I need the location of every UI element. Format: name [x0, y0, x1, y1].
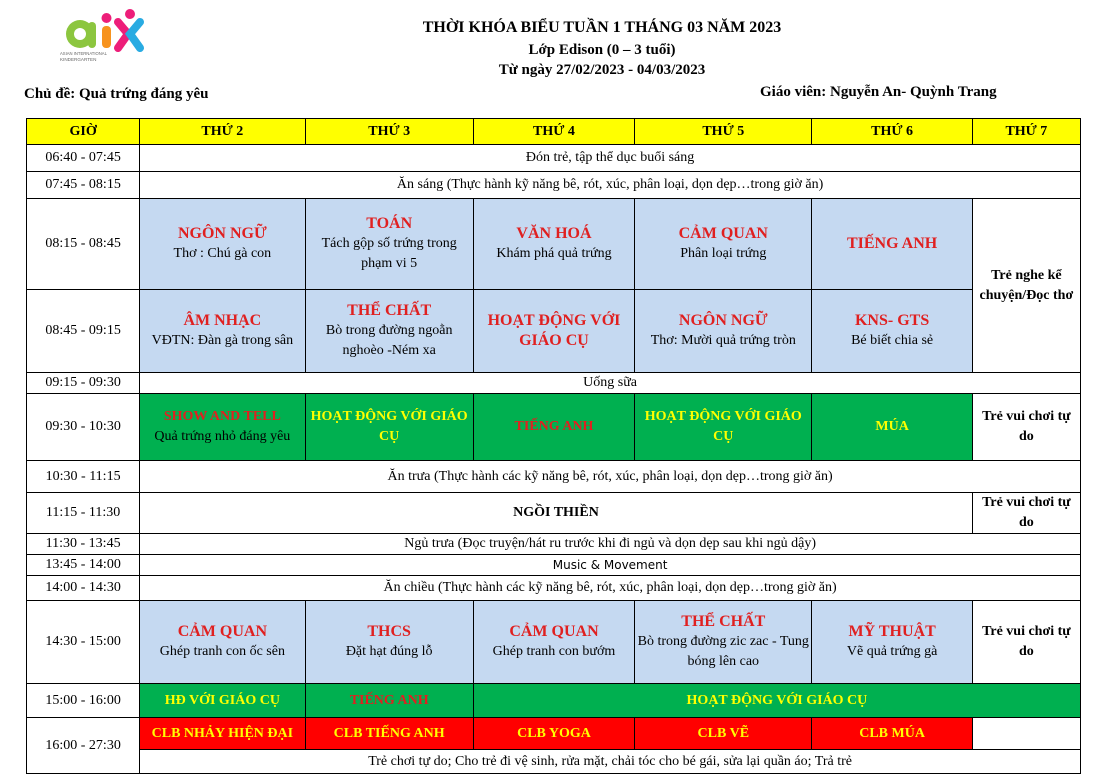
subject-desc: Thơ : Chú gà con	[173, 246, 272, 261]
date-line: Từ ngày 27/02/2023 - 04/03/2023	[498, 62, 706, 78]
activity-cell: Uống sữa	[140, 373, 1081, 394]
subject-cell: MÚA	[812, 394, 972, 461]
table-row	[27, 534, 1081, 555]
subject-title: THỂ CHẤT	[681, 613, 766, 630]
table-row	[27, 576, 1081, 601]
table-row	[27, 373, 1081, 394]
subject-desc: Quả trứng nhỏ đáng yêu	[154, 429, 291, 444]
subject-title: TIẾNG ANH	[846, 235, 938, 252]
subject-cell	[140, 199, 305, 290]
time-cell: 13:45 - 14:00	[27, 555, 140, 576]
subject-cell	[140, 394, 305, 461]
subject-cell: HĐ VỚI GIÁO CỤ	[140, 684, 305, 718]
empty-cell	[972, 718, 1080, 750]
logo-subtext: ASIAN INTERNATIONAL	[60, 51, 107, 56]
subject-cell: TIẾNG ANH	[305, 684, 473, 718]
subject-cell	[305, 290, 473, 373]
saturday-cell: Trẻ nghe kể chuyện/Đọc thơ	[972, 199, 1080, 373]
activity-cell: Trẻ chơi tự do; Cho trẻ đi vệ sinh, rửa mặt, chải tóc cho bé gái, sửa lại quần áo; Trả trẻ	[140, 750, 1081, 774]
subject-cell: TIẾNG ANH	[473, 394, 634, 461]
subject-desc: Bé biết chia sẻ	[851, 333, 934, 348]
activity-cell: Ăn trưa (Thực hành các kỹ năng bê, rót, xúc, phân loại, dọn dẹp…trong giờ ăn)	[140, 461, 1081, 493]
subject-title: THCS	[367, 623, 411, 640]
subject-cell	[812, 290, 972, 373]
subject-title: NGÔN NGỮ	[177, 225, 267, 242]
subject-desc: Đặt hạt đúng lỗ	[345, 644, 433, 659]
table-row	[27, 555, 1081, 576]
table-row	[27, 601, 1081, 684]
saturday-cell: Trẻ vui chơi tự do	[972, 601, 1080, 684]
subject-title: MỸ THUẬT	[848, 623, 936, 640]
subject-desc: Bò trong đường zic zac - Tung bóng lên cao	[637, 634, 809, 669]
subject-desc: VĐTN: Đàn gà trong sân	[151, 333, 294, 348]
teacher: Giáo viên: Nguyễn An- Quỳnh Trang	[760, 84, 997, 100]
subject-cell	[473, 199, 634, 290]
subject-desc: Vẽ quả trứng gà	[846, 644, 938, 659]
subject-title: HOẠT ĐỘNG VỚI GIÁO CỤ	[487, 312, 621, 349]
time-cell: 11:30 - 13:45	[27, 534, 140, 555]
header-row	[27, 119, 1081, 145]
time-cell: 10:30 - 11:15	[27, 461, 140, 493]
col-header: GIỜ	[27, 119, 140, 145]
subject-cell	[635, 199, 812, 290]
subject-title: CẢM QUAN	[678, 225, 768, 242]
subject-cell	[140, 601, 305, 684]
time-cell: 08:15 - 08:45	[27, 199, 140, 290]
subject-desc: Thơ: Mười quả trứng tròn	[650, 333, 796, 348]
saturday-cell: Trẻ vui chơi tự do	[972, 493, 1080, 534]
time-cell: 06:40 - 07:45	[27, 145, 140, 172]
subject-cell: HOẠT ĐỘNG VỚI GIÁO CỤ	[305, 394, 473, 461]
time-cell: 09:15 - 09:30	[27, 373, 140, 394]
time-cell: 14:00 - 14:30	[27, 576, 140, 601]
subject-cell: HOẠT ĐỘNG VỚI GIÁO CỤ	[635, 394, 812, 461]
activity-cell: NGỒI THIỀN	[140, 493, 973, 534]
subject-title: SHOW AND TELL	[163, 409, 281, 424]
subject-title: NGÔN NGỮ	[678, 312, 768, 329]
saturday-cell: Trẻ vui chơi tự do	[972, 394, 1080, 461]
col-header: THỨ 6	[812, 119, 972, 145]
club-cell: CLB YOGA	[473, 718, 634, 750]
page-title: THỜI KHÓA BIỂU TUẦN 1 THÁNG 03 NĂM 2023	[422, 19, 782, 36]
subject-cell	[473, 290, 634, 373]
club-cell: CLB MÚA	[812, 718, 972, 750]
subject-desc: Bò trong đường ngoằn nghoèo -Ném xa	[325, 323, 453, 358]
subject-cell	[473, 601, 634, 684]
subject-title: TOÁN	[366, 215, 413, 232]
table-row	[27, 145, 1081, 172]
time-cell: 16:00 - 27:30	[27, 718, 140, 774]
col-header: THỨ 2	[140, 119, 305, 145]
class-line: Lớp Edison (0 – 3 tuổi)	[528, 42, 676, 58]
activity-cell: Ăn chiều (Thực hành các kỹ năng bê, rót, xúc, phân loại, dọn dẹp…trong giờ ăn)	[140, 576, 1081, 601]
table-row	[27, 750, 1081, 774]
table-row	[27, 290, 1081, 373]
subject-cell	[812, 601, 972, 684]
table-row	[27, 718, 1081, 750]
subject-desc: Phân loại trứng	[680, 246, 767, 261]
table-row	[27, 493, 1081, 534]
subject-title: VĂN HOÁ	[516, 225, 592, 242]
col-header: THỨ 3	[305, 119, 473, 145]
subject-cell	[140, 290, 305, 373]
club-cell: CLB NHẢY HIỆN ĐẠI	[140, 718, 305, 750]
table-row	[27, 394, 1081, 461]
subject-cell: HOẠT ĐỘNG VỚI GIÁO CỤ	[473, 684, 1080, 718]
svg-text:KINDERGARTEN: KINDERGARTEN	[60, 57, 97, 62]
subject-cell	[305, 601, 473, 684]
time-cell: 08:45 - 09:15	[27, 290, 140, 373]
subject-title: THỂ CHẤT	[347, 302, 432, 319]
time-cell: 11:15 - 11:30	[27, 493, 140, 534]
club-cell: CLB VẼ	[635, 718, 812, 750]
activity-cell: Đón trẻ, tập thể dục buổi sáng	[140, 145, 1081, 172]
time-cell: 07:45 - 08:15	[27, 172, 140, 199]
subject-desc: Ghép tranh con ốc sên	[159, 644, 285, 659]
subject-title: ÂM NHẠC	[183, 312, 262, 329]
subject-desc: Khám phá quả trứng	[496, 246, 612, 261]
table-row	[27, 172, 1081, 199]
subject-title: CẢM QUAN	[509, 623, 599, 640]
table-row	[27, 461, 1081, 493]
subject-cell	[635, 290, 812, 373]
club-cell: CLB TIẾNG ANH	[305, 718, 473, 750]
activity-cell: Ngủ trưa (Đọc truyện/hát ru trước khi đi ngủ và dọn dẹp sau khi ngủ dậy)	[140, 534, 1081, 555]
table-row	[27, 199, 1081, 290]
timetable	[26, 118, 1081, 774]
subject-cell	[635, 601, 812, 684]
time-cell: 14:30 - 15:00	[27, 601, 140, 684]
subject-title: CẢM QUAN	[177, 623, 268, 640]
subject-cell	[305, 199, 473, 290]
activity-cell: Music & Movement	[140, 555, 1081, 576]
subject-desc: Tách gộp số trứng trong phạm vi 5	[321, 236, 457, 271]
topic: Chủ đề: Quả trứng đáng yêu	[24, 86, 209, 102]
table-row	[27, 684, 1081, 718]
time-cell: 09:30 - 10:30	[27, 394, 140, 461]
col-header: THỨ 5	[635, 119, 812, 145]
subject-desc: Ghép tranh con bướm	[492, 644, 616, 659]
col-header: THỨ 7	[972, 119, 1080, 145]
activity-cell: Ăn sáng (Thực hành kỹ năng bê, rót, xúc, phân loại, dọn dẹp…trong giờ ăn)	[140, 172, 1081, 199]
time-cell: 15:00 - 16:00	[27, 684, 140, 718]
subject-cell	[812, 199, 972, 290]
col-header: THỨ 4	[473, 119, 634, 145]
subject-title: KNS- GTS	[854, 312, 930, 329]
